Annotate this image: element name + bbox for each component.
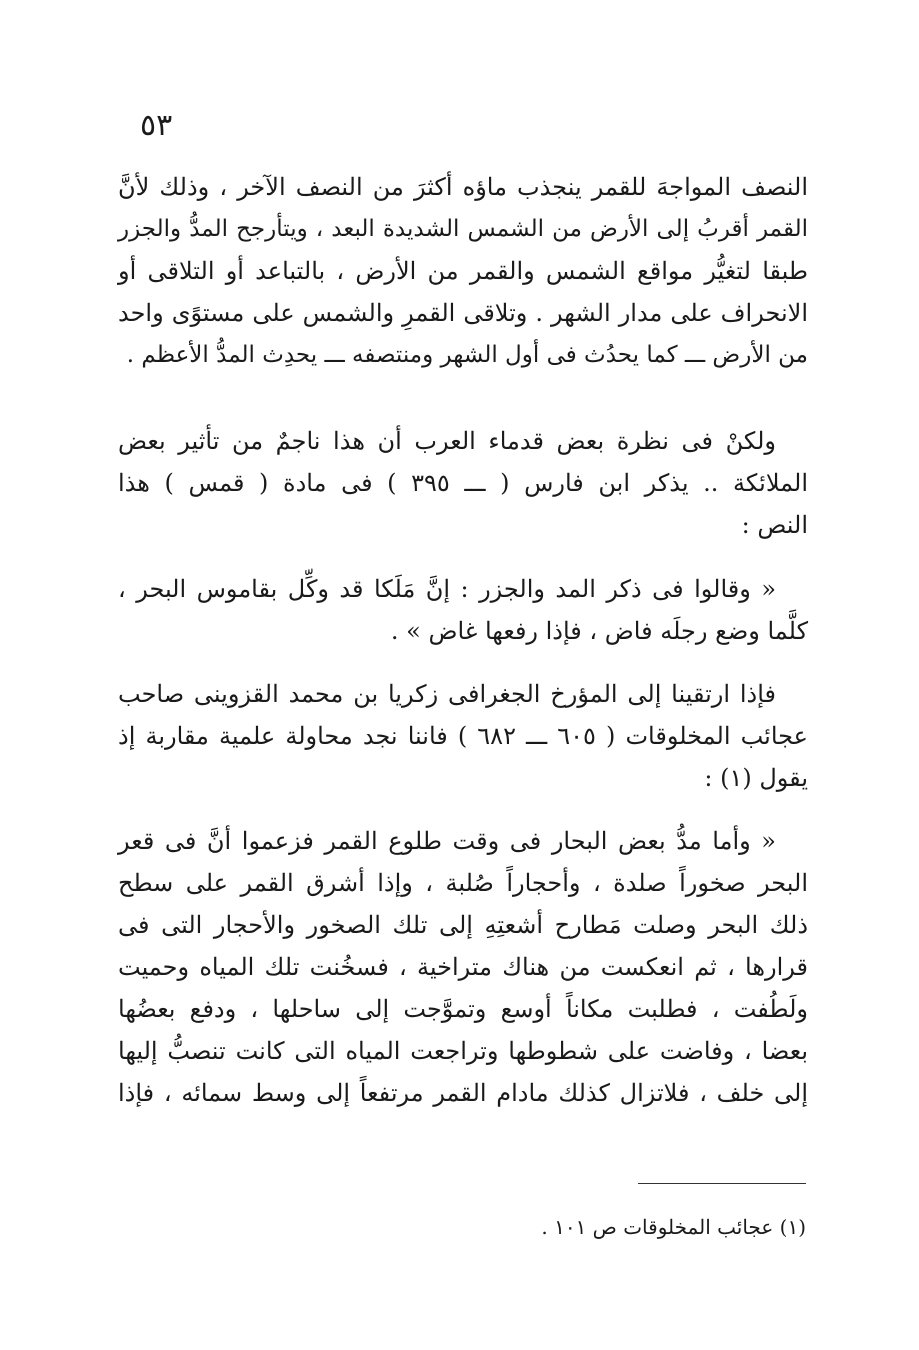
paragraph-1 (118, 166, 808, 376)
text-line: « وأما مدُّ بعض البحار فى وقت طلوع القمر فزعموا أنَّ فى قعر (118, 827, 776, 855)
text-line: النصف المواجهَ للقمر ينجذب ماؤه أكثرَ من النصف الآخر ، وذلك لأنَّ (118, 173, 808, 201)
text-line: طبقا لتغيُّر مواقع الشمس والقمر من الأرض ، بالتباعد أو التلاقى أو (118, 257, 808, 285)
paragraph-4 (118, 673, 808, 799)
paragraph-2 (118, 420, 808, 546)
text-line: الملائكة .. يذكر ابن فارس ( ـــ ٣٩٥ ) فى مادة ( قمس ) هذا (118, 469, 809, 497)
quotation-ibn-faris (118, 568, 808, 652)
text-line: من الأرض ـــ كما يحدُث فى أول الشهر ومنتصفه ـــ يحدِث المدُّ الأعظم . (126, 342, 808, 368)
text-line: ذلك البحر وصلت مَطارح أشعتِهِ إلى تلك الصخور والأحجار التى فى (118, 911, 809, 939)
page-number: ٥٣ (140, 108, 173, 143)
text-line: إلى خلف ، فلاتزال كذلك مادام القمر مرتفعاً إلى وسط سمائه ، فإذا (118, 1079, 808, 1107)
footnote-divider (638, 1183, 806, 1184)
text-line: ولَطُفت ، فطلبت مكاناً أوسع وتموَّجت إلى ساحلها ، ودفع بعضُها (118, 995, 808, 1023)
text-line: كلَّما وضع رجلَه فاض ، فإذا رفعها غاض » . (390, 617, 808, 645)
text-line: قرارها ، ثم انعكست من هناك متراخية ، فسخُنت تلك المياه وحميت (118, 953, 809, 981)
text-line: البحر صخوراً صلدة ، وأحجاراً صُلبة ، وإذا أشرق القمر على سطح (118, 869, 808, 897)
quotation-qazwini (118, 820, 808, 1114)
footnote: (١) عجائب المخلوقات ص ١٠١ . (541, 1215, 806, 1239)
text-line: النص : (741, 511, 808, 539)
text-line: عجائب المخلوقات ( ٦٠٥ ـــ ٦٨٢ ) فاننا نجد محاولة علمية مقاربة إذ (118, 722, 808, 750)
text-line: ولكنْ فى نظرة بعض قدماء العرب أن هذا ناجمٌ من تأثير بعض (118, 427, 776, 455)
text-line: « وقالوا فى ذكر المد والجزر : إنَّ مَلَكا قد وكِّل بقاموس البحر ، (118, 575, 776, 603)
text-line: القمر أقربُ إلى الأرض من الشمس الشديدة البعد ، ويتأرجح المدُّ والجزر (118, 216, 808, 242)
text-line: فإذا ارتقينا إلى المؤرخ الجغرافى زكريا بن محمد القزوينى صاحب (118, 680, 776, 708)
text-line: الانحراف على مدار الشهر . وتلاقى القمرِ والشمس على مستوًى واحد (118, 299, 808, 327)
text-line: يقول (١) : (704, 764, 808, 792)
text-line: بعضا ، وفاضت على شطوطها وتراجعت المياه التى كانت تنصبُّ إليها (118, 1037, 808, 1065)
